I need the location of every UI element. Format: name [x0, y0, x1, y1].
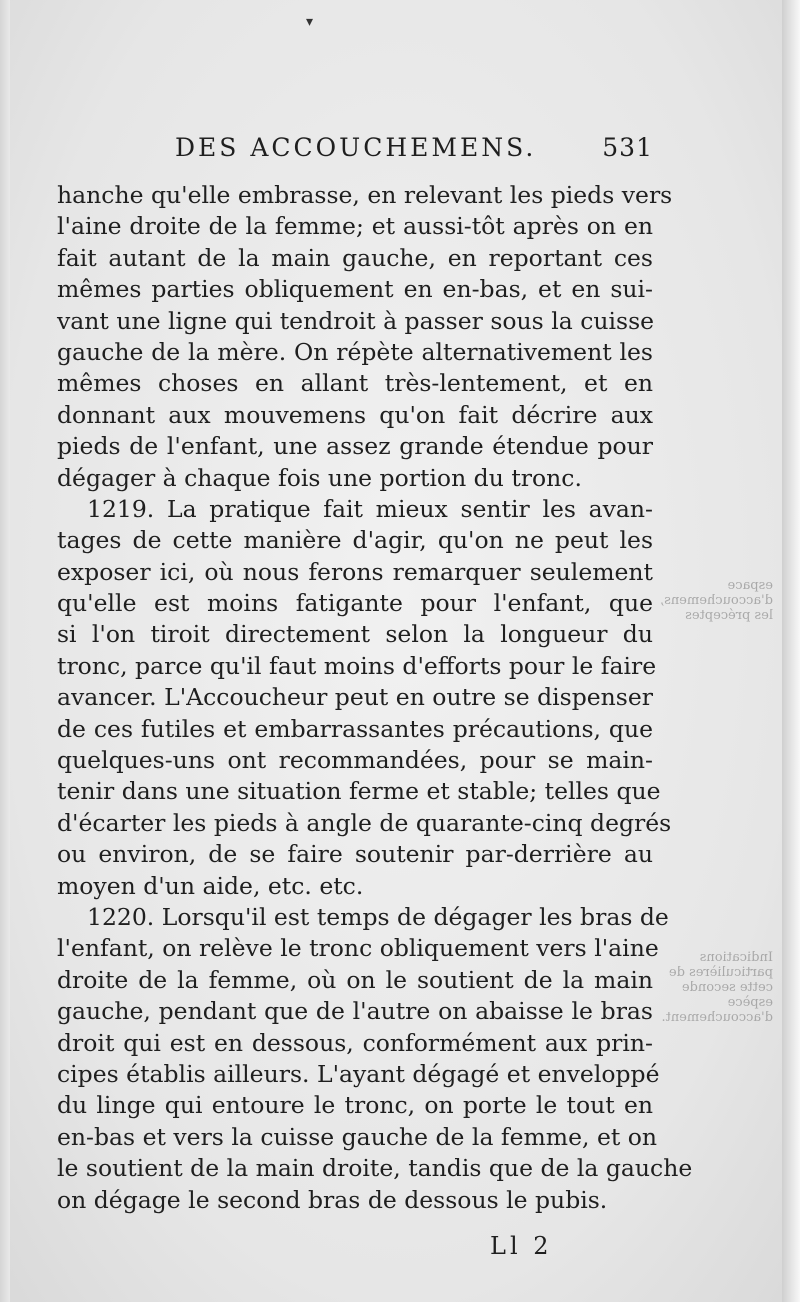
body-text [57, 180, 693, 1216]
text-line: 1219. La pratique fait mieux sentir les avan- [87, 494, 653, 523]
text-line: tages de cette manière d'agir, qu'on ne peut les [57, 526, 653, 555]
text-line: vant une ligne qui tendroit à passer sous la cuisse [57, 306, 655, 335]
text-line: fait autant de la main gauche, en reportant ces [57, 243, 653, 272]
page-left-edge [0, 0, 10, 1302]
text-line: exposer ici, où nous ferons remarquer seulement [57, 557, 653, 586]
page-number: 531 [602, 133, 653, 162]
running-header [175, 133, 653, 162]
text-line: gauche de la mère. On répète alternativement les [57, 337, 653, 366]
text-line: pieds de l'enfant, une assez grande étendue pour [57, 432, 653, 461]
text-line: dégager à chaque fois une portion du tronc. [57, 463, 582, 492]
text-line: droite de la femme, où on le soutient de la main [57, 965, 653, 994]
text-line: du linge qui entoure le tronc, on porte le tout en [57, 1091, 653, 1120]
text-line: ou environ, de se faire soutenir par-derrière au [57, 840, 653, 869]
text-line: moyen d'un aide, etc. etc. [57, 871, 364, 900]
text-line: de ces futiles et embarrassantes précautions, que [57, 714, 653, 743]
text-line: en-bas et vers la cuisse gauche de la femme, et on [57, 1122, 658, 1151]
text-line: droit qui est en dessous, conformément aux prin- [57, 1028, 653, 1057]
text-line: d'écarter les pieds à angle de quarante-cinq degrés [57, 808, 672, 837]
text-line: tronc, parce qu'il faut moins d'efforts pour le faire [57, 651, 657, 680]
bleed-through-text: Indications particulières de cette seconde espèce d'accouchement. [661, 950, 773, 1025]
text-line: mêmes choses en allant très-lentement, et en [57, 369, 653, 398]
text-line: l'aine droite de la femme; et aussi-tôt après on en [57, 212, 653, 241]
bleed-through-text: espace d'accouchemens, les préceptes [660, 578, 773, 623]
page-right-edge [782, 0, 800, 1302]
text-line: on dégage le second bras de dessous le pubis. [57, 1185, 608, 1214]
signature-mark: Ll 2 [490, 1232, 553, 1260]
text-line: 1220. Lorsqu'il est temps de dégager les bras de [87, 902, 669, 931]
text-line: hanche qu'elle embrasse, en relevant les pieds vers [57, 181, 673, 209]
text-line: gauche, pendant que de l'autre on abaisse le bras [57, 997, 653, 1026]
text-line: si l'on tiroit directement selon la longueur du [57, 620, 653, 649]
text-line: avancer. L'Accoucheur peut en outre se dispenser [57, 683, 653, 712]
running-title: DES ACCOUCHEMENS. [175, 133, 537, 162]
text-line: quelques-uns ont recommandées, pour se main- [57, 746, 653, 775]
top-mark: ▾ [306, 14, 314, 30]
text-line: cipes établis ailleurs. L'ayant dégagé et enveloppé [57, 1059, 660, 1088]
text-line: donnant aux mouvemens qu'on fait décrire aux [57, 400, 653, 429]
text-line: mêmes parties obliquement en en-bas, et en sui- [57, 275, 653, 304]
text-line: l'enfant, on relève le tronc obliquement vers l'aine [57, 934, 659, 963]
text-line: tenir dans une situation ferme et stable; telles que [57, 777, 661, 806]
text-line: qu'elle est moins fatigante pour l'enfant, que [57, 589, 653, 618]
text-line: le soutient de la main droite, tandis que de la gauche [57, 1154, 693, 1183]
